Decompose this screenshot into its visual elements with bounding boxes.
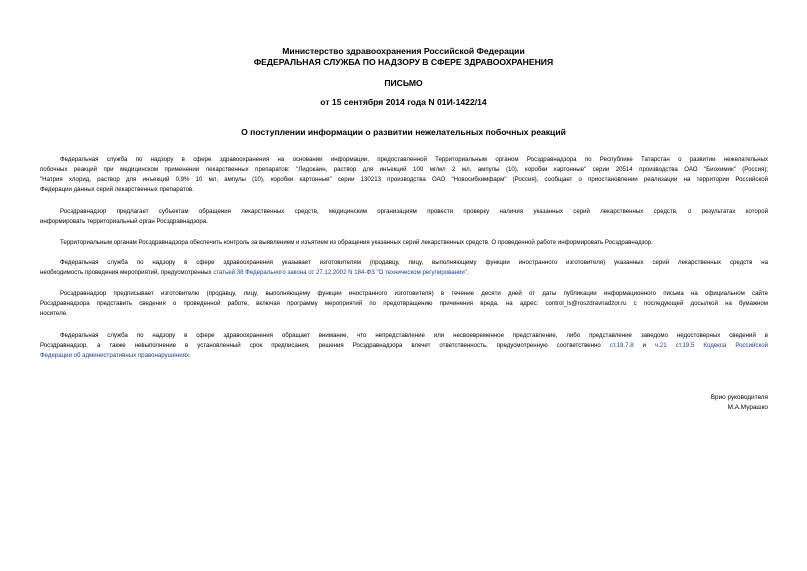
paragraph-6 bbox=[40, 331, 768, 361]
paragraph-1-line: "Натрия хлорид, раствор для инъекций 0,9% 10 мл, ампулы (10), коробки картонные" серии 130213 производства ОАО "Новосибхимфарм" (Россия), сообщает о приостановлении реализации на территории Российской bbox=[40, 176, 768, 183]
paragraph-4-line bbox=[40, 268, 768, 278]
paragraph-6-line bbox=[40, 351, 768, 361]
document-type: ПИСЬМО bbox=[384, 78, 423, 88]
signature-position: Врио руководителя bbox=[710, 394, 768, 401]
paragraph-3 bbox=[40, 238, 768, 248]
paragraph-1-line: Федеральная служба по надзору в сфере здравоохранения на основании информации, предоставленной Территориальным органом Росздравнадзора по Республике Татарстан о развитии нежелательных bbox=[60, 156, 768, 163]
administrative-code-link[interactable]: Федерации об административных правонарушениях bbox=[40, 352, 190, 359]
paragraph-5 bbox=[40, 289, 768, 319]
document-date-number: от 15 сентября 2014 года N 01И-1422/14 bbox=[320, 97, 487, 107]
paragraph-2-line: информировать территориальный орган Росздравнадзора. bbox=[40, 218, 208, 225]
federal-law-184-link[interactable]: статьей 38 Федерального закона от 27.12.2002 N 184-ФЗ "О техническом регулировании" bbox=[213, 269, 467, 276]
paragraph-1 bbox=[40, 155, 768, 195]
paragraph-4-end: . bbox=[467, 269, 469, 276]
paragraph-6-text: Росздравнадзор, а также невыполнение в установленный срок предписания, решения Росздравнадзора влечет ответственность, предусмотренную соответственно bbox=[40, 342, 610, 349]
paragraph-2 bbox=[40, 207, 768, 227]
signature-name: М.А.Мурашко bbox=[727, 404, 768, 411]
paragraph-6-line: Федеральная служба по надзору в сфере здравоохранения обращает внимание, что непредставление или несвоевременное представление, либо представление заведомо недостоверных сведений в bbox=[60, 332, 768, 339]
document-subject: О поступлении информации о развитии нежелательных побочных реакций bbox=[241, 127, 566, 137]
service-title: ФЕДЕРАЛЬНАЯ СЛУЖБА ПО НАДЗОРУ В СФЕРЕ ЗДРАВООХРАНЕНИЯ bbox=[253, 57, 554, 67]
paragraph-6-end: . bbox=[189, 352, 191, 359]
paragraph-3-line: Территориальным органам Росздравнадзора обеспечить контроль за выявлением и изъятием из обращения указанных серий лекарственных средств. О проведенной работе информировать Росздравнадзор. bbox=[60, 239, 653, 246]
paragraph-6-line bbox=[40, 341, 768, 351]
paragraph-2-line: Росздравнадзор предлагает субъектам обращения лекарственных средств, медицинским организациям провести проверку наличия указанных серий лекарственных средств, о результатах которой bbox=[60, 208, 768, 215]
paragraph-5-line: носителе. bbox=[40, 310, 68, 317]
paragraph-4-text: необходимость проведения мероприятий, предусмотренных bbox=[40, 269, 214, 276]
paragraph-6-conjunction: и bbox=[633, 342, 656, 349]
ministry-title: Министерство здравоохранения Российской Федерации bbox=[282, 46, 525, 56]
article-19-7-8-link[interactable]: ст.19.7.8 bbox=[609, 342, 634, 349]
paragraph-1-line: побочных реакций при медицинском применении лекарственных препаратов: "Лидокаин, раствор для инъекций 100 мг/мл 2 мл, ампулы (10), коробки картонные" серии 20514 производства ОАО "Биохимик" (Россия); bbox=[40, 166, 768, 173]
paragraph-4-line: Федеральная служба по надзору в сфере здравоохранения указывает изготовителям (продавцу, лицу, выполняющему функции иностранного изготовителя) указанных серий лекарственных средств на bbox=[60, 259, 768, 266]
paragraph-5-line: Росздравнадзор предписывает изготовителю (продавцу, лицу, выполняющему функции иностранного изготовителя) в течение десяти дней от даты публикации информационного письма на официальном сайте bbox=[60, 290, 768, 297]
article-19-5-link[interactable]: ч.21 ст.19.5 Кодекса Российской bbox=[655, 342, 768, 349]
paragraph-4 bbox=[40, 258, 768, 278]
paragraph-5-line: Росздравнадзора представить сведения о проведенной работе, включая программу мероприятий по предотвращению причинения вреда, на адрес: control_ls@roszdravnadzor.ru с последующей досылкой на бумажном bbox=[40, 300, 768, 307]
paragraph-1-line: Федерации данных серий лекарственных препаратов. bbox=[40, 186, 194, 193]
